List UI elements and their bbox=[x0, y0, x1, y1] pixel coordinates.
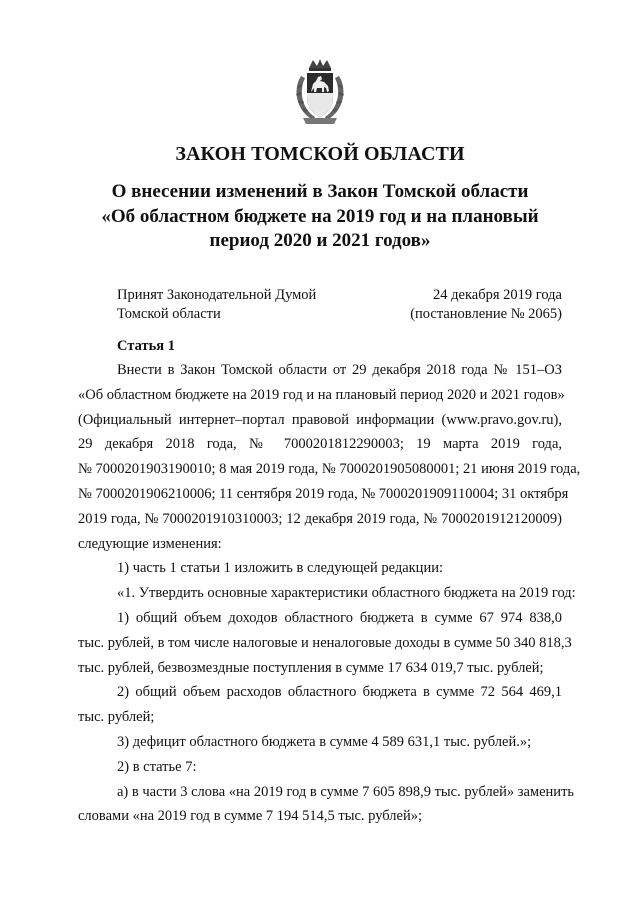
text-line: тыс. рублей, безвозмездные поступления в сумме 17 634 019,7 тыс. рублей; bbox=[78, 659, 544, 676]
text-line: 2019 года, № 7000201910310003; 12 декабря 2019 года, № 7000201912120009) bbox=[78, 510, 562, 527]
adoption-resolution-line: (постановление № 2065) bbox=[410, 306, 562, 322]
text-line: «1. Утвердить основные характеристики областного бюджета на 2019 год: bbox=[117, 585, 576, 602]
adopted-by-line: Томской области bbox=[117, 306, 221, 322]
text-line: 2) в статье 7: bbox=[117, 758, 197, 775]
law-title: ЗАКОН ТОМСКОЙ ОБЛАСТИ bbox=[175, 143, 465, 165]
subtitle-line: период 2020 и 2021 годов» bbox=[209, 230, 431, 251]
text-line: следующие изменения: bbox=[78, 535, 222, 552]
text-line: 29 декабря 2018 года, № 7000201812290003; 19 марта 2019 года, bbox=[78, 436, 562, 453]
text-line: «Об областном бюджете на 2019 год и на плановый период 2020 и 2021 годов» bbox=[78, 386, 565, 403]
subtitle-line: О внесении изменений в Закон Томской области bbox=[111, 181, 529, 202]
text-line: 1) общий объем доходов областного бюджета в сумме 67 974 838,0 bbox=[117, 609, 562, 626]
text-line: Внести в Закон Томской области от 29 декабря 2018 года № 151–ОЗ bbox=[117, 362, 562, 378]
adoption-date-line: 24 декабря 2019 года bbox=[433, 287, 562, 303]
adopted-by bbox=[117, 286, 316, 324]
adopted-by-line: Принят Законодательной Думой bbox=[117, 287, 317, 303]
text-line: словами «на 2019 год в сумме 7 194 514,5 тыс. рублей»; bbox=[78, 808, 422, 825]
text-line: тыс. рублей; bbox=[78, 709, 155, 726]
text-line: 1) часть 1 статьи 1 изложить в следующей редакции: bbox=[117, 560, 443, 577]
subtitle-line: «Об областном бюджете на 2019 год и на плановый bbox=[101, 205, 539, 227]
adoption-date bbox=[410, 286, 562, 324]
article-body bbox=[78, 358, 581, 829]
text-line: № 7000201903190010; 8 мая 2019 года, № 7000201905080001; 21 июня 2019 года, bbox=[78, 461, 581, 478]
text-line: тыс. рублей, в том числе налоговые и неналоговые доходы в сумме 50 340 818,3 bbox=[78, 634, 572, 651]
text-line: № 7000201906210006; 11 сентября 2019 года, № 7000201909110004; 31 октября bbox=[78, 485, 569, 502]
coat-of-arms-emblem bbox=[291, 58, 349, 126]
text-line: 3) дефицит областного бюджета в сумме 4 589 631,1 тыс. рублей.»; bbox=[117, 733, 532, 750]
text-line: 2) общий объем расходов областного бюджета в сумме 72 564 469,1 bbox=[117, 684, 562, 701]
law-subtitle bbox=[70, 180, 570, 254]
text-line: а) в части 3 слова «на 2019 год в сумме 7 605 898,9 тыс. рублей» заменить bbox=[117, 783, 575, 800]
text-line: (Официальный интернет–портал правовой информации (www.pravo.gov.ru), bbox=[78, 411, 562, 428]
article-heading: Статья 1 bbox=[117, 338, 175, 354]
